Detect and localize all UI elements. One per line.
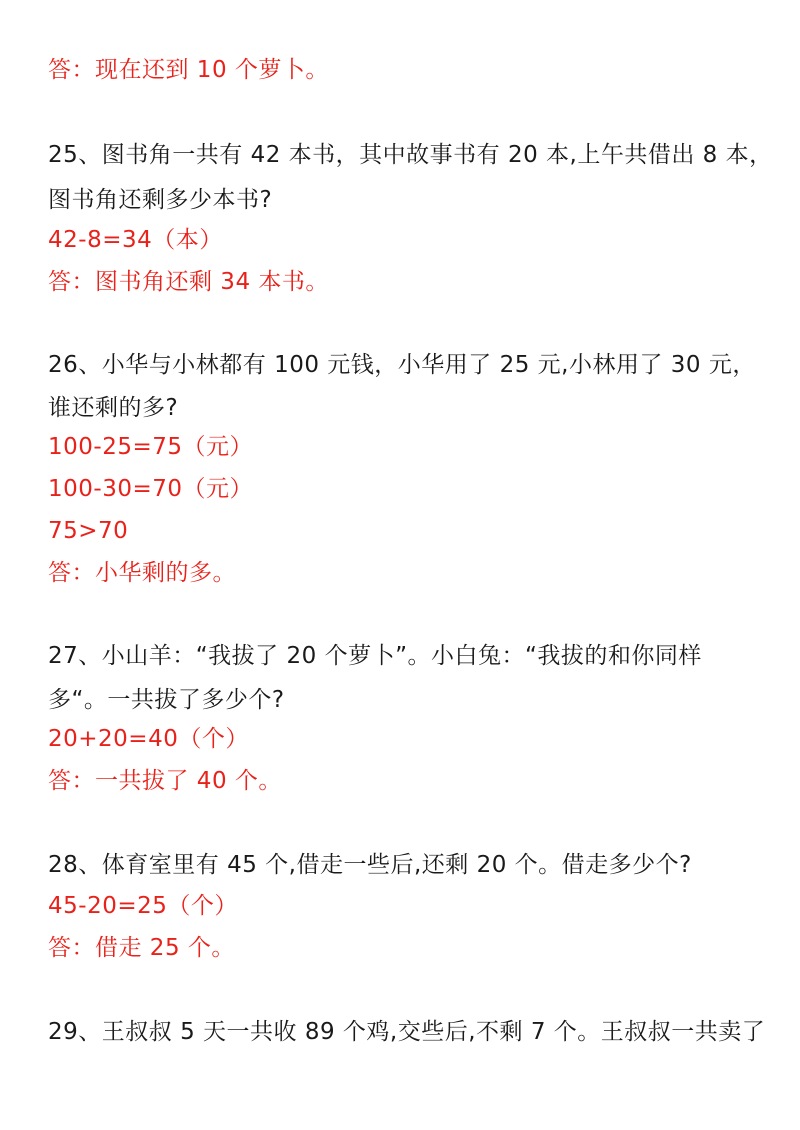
problem-25-work-1: 42-8=34（本） (48, 227, 223, 253)
problem-26-work-2: 100-30=70（元） (48, 476, 254, 502)
problem-27-question-line-2: 多“。一共拔了多少个? (48, 687, 285, 713)
problem-27-work-1: 20+20=40（个） (48, 726, 249, 752)
problem-28-answer: 答：借走 25 个。 (48, 935, 235, 961)
problem-29-question-line-1: 29、王叔叔 5 天一共收 89 个鸡,交些后,不剩 7 个。王叔叔一共卖了 (48, 1019, 766, 1045)
problem-25-question-line-1: 25、图书角一共有 42 本书，其中故事书有 20 本,上午共借出 8 本， (48, 142, 773, 168)
problem-26-work-3: 75>70 (48, 518, 129, 544)
problem-26-answer: 答：小华剩的多。 (48, 560, 236, 586)
problem-27-answer: 答：一共拔了 40 个。 (48, 768, 282, 794)
problem-25-answer: 答：图书角还剩 34 本书。 (48, 269, 329, 295)
problem-27-question-line-1: 27、小山羊：“我拔了 20 个萝卜”。小白兔：“我拔的和你同样 (48, 643, 702, 669)
problem-26-question-line-1: 26、小华与小林都有 100 元钱，小华用了 25 元,小林用了 30 元， (48, 352, 756, 378)
problem-26-work-1: 100-25=75（元） (48, 434, 254, 460)
problem-28-work-1: 45-20=25（个） (48, 893, 238, 919)
problem-25-question-line-2: 图书角还剩多少本书? (48, 187, 273, 213)
problem-26-question-line-2: 谁还剩的多? (48, 395, 179, 421)
previous-answer: 答：现在还到 10 个萝卜。 (48, 57, 329, 83)
problem-28-question-line-1: 28、体育室里有 45 个,借走一些后,还剩 20 个。借走多少个? (48, 852, 692, 878)
